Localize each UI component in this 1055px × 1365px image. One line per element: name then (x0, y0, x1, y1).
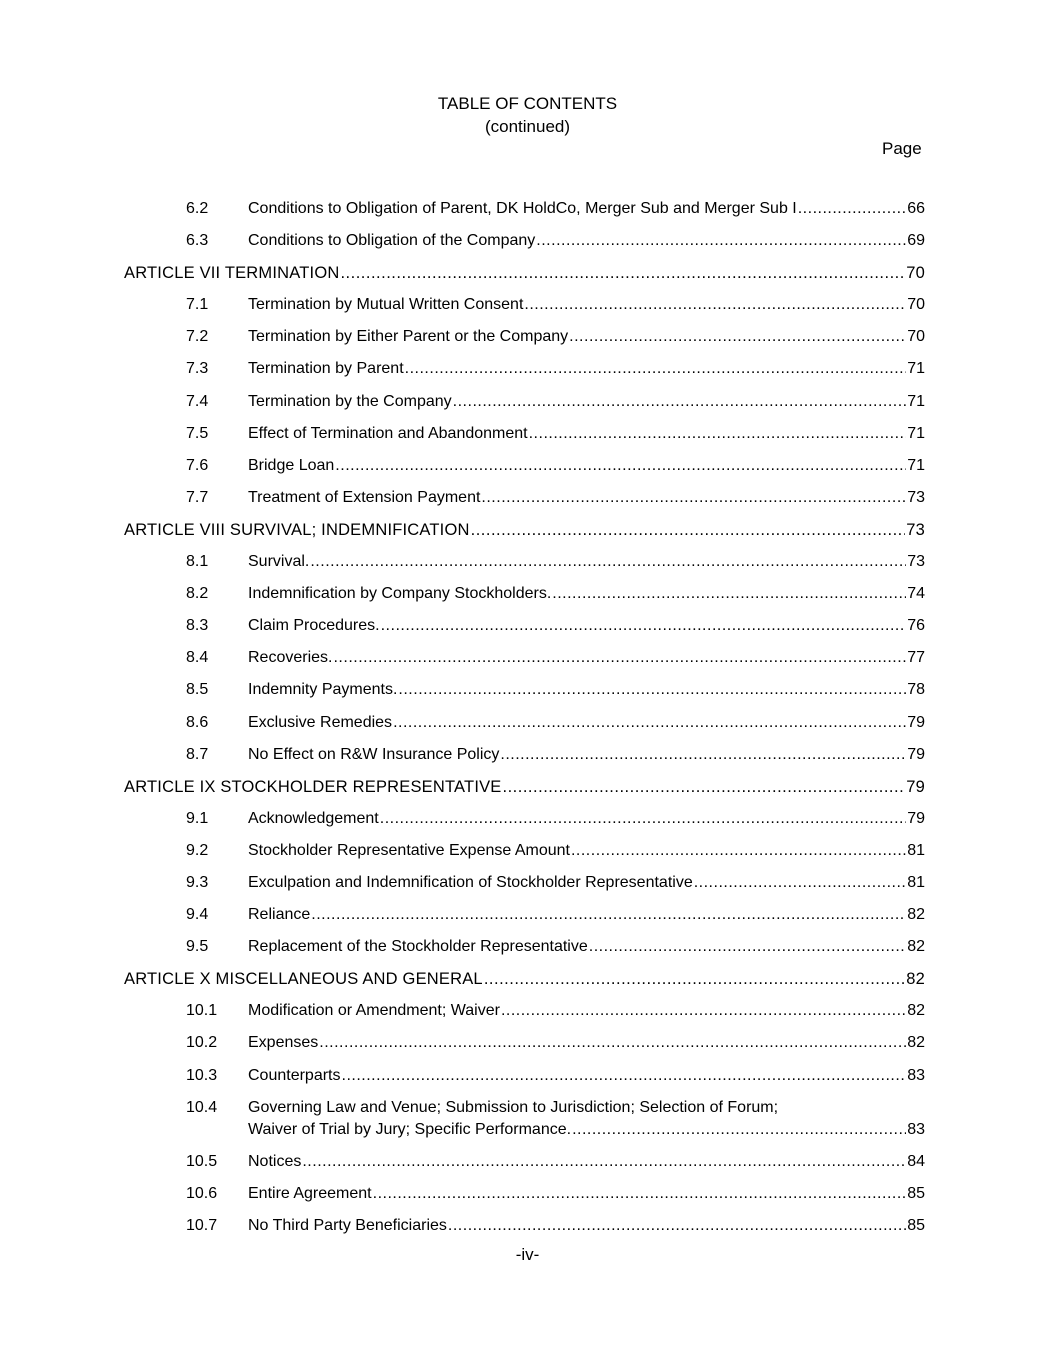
toc-entry-title: Recoveries. (248, 649, 333, 667)
toc-section-entry[interactable] (0, 1215, 1055, 1247)
toc-entry-title: Exculpation and Indemnification of Stockholder Representative (248, 873, 693, 891)
dot-leader (589, 936, 906, 958)
dot-leader (500, 744, 906, 766)
toc-section-number: 7.1 (186, 296, 209, 314)
toc-entry-line (248, 230, 925, 252)
toc-article-entry[interactable] (0, 262, 1055, 294)
toc-section-entry[interactable] (0, 551, 1055, 583)
toc-page-number: 71 (907, 392, 925, 410)
table-of-contents (0, 198, 1055, 1247)
dot-leader (381, 615, 907, 637)
toc-page-number: 82 (906, 970, 925, 989)
toc-page-number: 82 (907, 1002, 925, 1020)
toc-section-number: 9.1 (186, 809, 209, 827)
dot-leader (335, 455, 906, 477)
toc-entry-title: Indemnification by Company Stockholders. (248, 585, 552, 603)
toc-section-number: 9.5 (186, 938, 209, 956)
dot-leader (572, 1119, 906, 1141)
dot-leader (798, 198, 906, 220)
toc-entry-title: No Third Party Beneficiaries (248, 1216, 447, 1234)
toc-entry-line (248, 1151, 925, 1173)
toc-page-number: 79 (907, 809, 925, 827)
dot-leader (471, 519, 906, 541)
toc-page-number: 66 (907, 200, 925, 217)
toc-section-entry[interactable] (0, 198, 1055, 230)
toc-section-number: 10.5 (186, 1152, 218, 1170)
toc-entry-line (248, 840, 925, 862)
toc-section-entry[interactable] (0, 615, 1055, 647)
toc-section-number: 8.3 (186, 617, 209, 635)
toc-entry-line (248, 1065, 925, 1087)
toc-page-number: 79 (906, 777, 925, 796)
page-number: -iv- (515, 1245, 540, 1264)
toc-page-number: 73 (907, 553, 925, 571)
toc-entry-title: Notices (248, 1152, 302, 1170)
toc-page-number: 78 (907, 681, 925, 699)
toc-page-number: 70 (907, 296, 925, 314)
toc-page-number: 85 (907, 1216, 925, 1234)
toc-section-number: 8.5 (186, 681, 209, 699)
toc-page-number: 71 (907, 456, 925, 474)
toc-page-number: 73 (907, 488, 925, 506)
dot-leader (380, 808, 906, 830)
dot-leader (484, 968, 905, 990)
toc-section-number: 9.3 (186, 873, 209, 891)
toc-entry-line (248, 391, 925, 413)
toc-section-number: 7.3 (186, 360, 209, 378)
toc-section-entry[interactable] (0, 840, 1055, 872)
toc-section-number: 6.2 (186, 200, 209, 217)
dot-leader (571, 840, 906, 862)
toc-section-entry[interactable] (0, 1065, 1055, 1097)
toc-entry-line (248, 455, 925, 477)
toc-article-entry[interactable] (0, 776, 1055, 808)
toc-entry-title: Termination by the Company (248, 392, 452, 410)
toc-entry-line (248, 679, 925, 701)
toc-entry-title: Conditions to Obligation of Parent, DK HoldCo, Merger Sub and Merger Sub I (248, 200, 797, 217)
toc-section-entry[interactable] (0, 808, 1055, 840)
dot-leader (373, 1183, 907, 1205)
toc-entry-title: Termination by Either Parent or the Company (248, 328, 569, 346)
toc-entry-line (124, 968, 925, 990)
toc-page-number: 82 (907, 938, 925, 956)
toc-section-entry[interactable] (0, 423, 1055, 455)
toc-section-entry[interactable] (0, 1032, 1055, 1064)
toc-entry-title: Entire Agreement (248, 1184, 372, 1202)
toc-section-number: 10.6 (186, 1184, 218, 1202)
toc-entry-line (248, 551, 925, 573)
dot-leader (398, 679, 906, 701)
toc-entry-title: Exclusive Remedies (248, 713, 393, 731)
toc-entry-line (248, 1000, 925, 1022)
toc-entry-line (248, 936, 925, 958)
toc-section-entry[interactable] (0, 679, 1055, 711)
toc-page-number: 83 (907, 1066, 925, 1084)
toc-section-entry[interactable] (0, 326, 1055, 358)
toc-section-entry[interactable] (0, 904, 1055, 936)
toc-entry-line (248, 808, 925, 830)
toc-entry-line (248, 487, 925, 509)
toc-entry-line (248, 358, 925, 380)
toc-entry-title: Counterparts (248, 1066, 341, 1084)
toc-entry-line (124, 262, 925, 284)
toc-section-number: 10.2 (186, 1034, 218, 1052)
toc-section-number: 9.2 (186, 841, 209, 859)
toc-section-number: 7.4 (186, 392, 209, 410)
toc-entry-line (248, 615, 925, 637)
dot-leader (569, 326, 906, 348)
dot-leader (393, 712, 906, 734)
toc-section-entry[interactable] (0, 583, 1055, 615)
toc-section-number: 6.3 (186, 232, 209, 250)
toc-entry-line (248, 1183, 925, 1205)
toc-section-number: 8.4 (186, 649, 209, 667)
toc-section-number: 8.7 (186, 745, 209, 763)
dot-leader (536, 230, 906, 252)
toc-entry-title: No Effect on R&W Insurance Policy (248, 745, 500, 763)
dot-leader (501, 1000, 906, 1022)
toc-page-number: 79 (907, 745, 925, 763)
toc-article-title: ARTICLE VIII SURVIVAL; INDEMNIFICATION (124, 520, 470, 539)
toc-section-number: 10.3 (186, 1066, 218, 1084)
toc-entry-title: Acknowledgement (248, 809, 379, 827)
dot-leader (340, 262, 905, 284)
toc-section-number: 8.1 (186, 553, 209, 571)
toc-section-entry[interactable] (0, 230, 1055, 262)
toc-article-title: ARTICLE VII TERMINATION (124, 264, 340, 283)
toc-entry-title: Claim Procedures. (248, 617, 380, 635)
dot-leader (552, 583, 906, 605)
toc-entry-title: Reliance (248, 906, 311, 924)
toc-entry-title: Conditions to Obligation of the Company (248, 232, 536, 250)
toc-section-number: 10.7 (186, 1216, 218, 1234)
dot-leader (524, 294, 906, 316)
toc-entry-title: Modification or Amendment; Waiver (248, 1002, 500, 1020)
toc-section-entry[interactable] (0, 1000, 1055, 1032)
toc-entry-line (124, 519, 925, 541)
dot-leader (481, 487, 906, 509)
toc-entry-line (248, 647, 925, 669)
toc-article-title: ARTICLE X MISCELLANEOUS AND GENERAL (124, 970, 483, 989)
toc-section-entry[interactable] (0, 294, 1055, 326)
toc-page-number: 82 (907, 1034, 925, 1052)
toc-entry-title: Termination by Mutual Written Consent (248, 296, 524, 314)
toc-section-entry[interactable] (0, 744, 1055, 776)
toc-section-number: 8.2 (186, 585, 209, 603)
toc-section-number: 8.6 (186, 713, 209, 731)
dot-leader (529, 423, 907, 445)
toc-page-number: 70 (906, 264, 925, 283)
toc-article-entry[interactable] (0, 519, 1055, 551)
toc-entry-line (248, 1119, 925, 1141)
dot-leader (319, 1032, 906, 1054)
toc-entry-line (248, 198, 925, 220)
toc-entry-title: Waiver of Trial by Jury; Specific Performance. (248, 1120, 572, 1138)
toc-section-number: 7.5 (186, 424, 209, 442)
toc-entry-title-line1: Governing Law and Venue; Submission to Jurisdiction; Selection of Forum; (248, 1098, 779, 1116)
toc-entry-line (248, 712, 925, 734)
toc-section-number: 7.7 (186, 488, 209, 506)
toc-page-number: 77 (907, 649, 925, 667)
toc-page-number: 79 (907, 713, 925, 731)
toc-entry-line (248, 1032, 925, 1054)
toc-entry-title: Effect of Termination and Abandonment (248, 424, 528, 442)
toc-entry-title: Survival. (248, 553, 310, 571)
toc-entry-line (248, 904, 925, 926)
toc-page-number: 81 (907, 873, 925, 891)
dot-leader (503, 776, 906, 798)
dot-leader (453, 391, 907, 413)
toc-article-title: ARTICLE IX STOCKHOLDER REPRESENTATIVE (124, 777, 502, 796)
toc-section-entry[interactable] (0, 1183, 1055, 1215)
toc-section-number: 10.4 (186, 1098, 218, 1116)
toc-article-entry[interactable] (0, 968, 1055, 1000)
toc-entry-line (248, 744, 925, 766)
toc-section-entry[interactable] (0, 872, 1055, 904)
toc-page-number: 73 (906, 520, 925, 539)
toc-section-number: 7.2 (186, 328, 209, 346)
toc-section-entry[interactable] (0, 936, 1055, 968)
toc-section-entry[interactable] (0, 487, 1055, 519)
toc-page-number: 70 (907, 328, 925, 346)
toc-entry-title: Replacement of the Stockholder Representative (248, 938, 588, 956)
toc-page-number: 71 (907, 360, 925, 378)
toc-entry-title: Indemnity Payments. (248, 681, 398, 699)
page-column-label: Page (882, 139, 922, 158)
toc-section-entry[interactable] (0, 1097, 1055, 1151)
toc-section-number: 7.6 (186, 456, 209, 474)
dot-leader (694, 872, 906, 894)
toc-page-number: 69 (907, 232, 925, 250)
toc-entry-line (248, 294, 925, 316)
toc-page-number: 84 (907, 1152, 925, 1170)
toc-page-number: 71 (907, 424, 925, 442)
toc-section-number: 10.1 (186, 1002, 218, 1020)
page-subtitle: (continued) (484, 117, 571, 136)
toc-entry-title: Termination by Parent (248, 360, 404, 378)
toc-entry-title: Treatment of Extension Payment (248, 488, 481, 506)
dot-leader (333, 647, 906, 669)
toc-entry-line (248, 423, 925, 445)
dot-leader (311, 904, 906, 926)
toc-entry-title: Expenses (248, 1034, 319, 1052)
toc-section-number: 9.4 (186, 906, 209, 924)
toc-entry-line (248, 1215, 925, 1237)
toc-page-number: 82 (907, 906, 925, 924)
toc-section-entry[interactable] (0, 455, 1055, 487)
toc-entry-line (124, 776, 925, 798)
dot-leader (310, 551, 906, 573)
toc-section-entry[interactable] (0, 358, 1055, 390)
toc-page-number: 74 (907, 585, 925, 603)
toc-entry-line (248, 583, 925, 605)
toc-page-number: 76 (907, 617, 925, 635)
dot-leader (405, 358, 907, 380)
toc-entry-title: Stockholder Representative Expense Amount (248, 841, 570, 859)
toc-section-entry[interactable] (0, 391, 1055, 423)
dot-leader (342, 1065, 907, 1087)
toc-page-number: 81 (907, 841, 925, 859)
toc-section-entry[interactable] (0, 647, 1055, 679)
dot-leader (302, 1151, 906, 1173)
toc-page-number: 85 (907, 1184, 925, 1202)
toc-entry-line (248, 872, 925, 894)
toc-section-entry[interactable] (0, 1151, 1055, 1183)
toc-page-number: 83 (907, 1120, 925, 1138)
toc-entry-line (248, 326, 925, 348)
page-title: TABLE OF CONTENTS (437, 94, 618, 113)
dot-leader (448, 1215, 906, 1237)
toc-section-entry[interactable] (0, 712, 1055, 744)
toc-entry-title: Bridge Loan (248, 456, 335, 474)
